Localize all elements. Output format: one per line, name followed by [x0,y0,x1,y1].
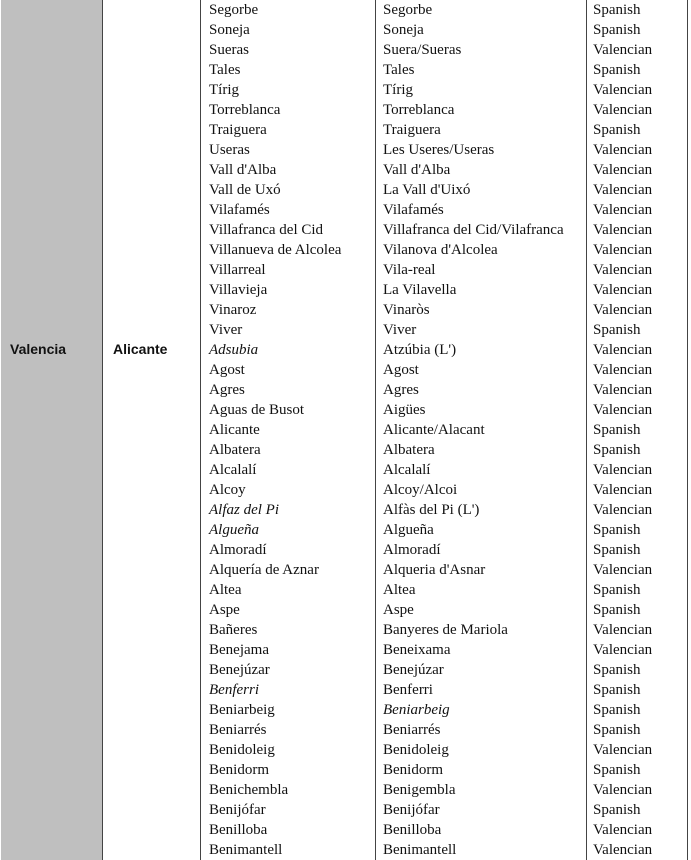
spanish-name-cell: Villavieja [209,282,268,298]
spanish-name-cell: Aspe [209,602,240,618]
table-row [0,740,691,760]
language-cell: Valencian [593,202,653,218]
table-row [0,840,691,860]
table-row [0,540,691,560]
local-name-cell: Benejúzar [383,662,444,678]
table-row [0,80,691,100]
spanish-name-cell: Traiguera [209,122,267,138]
local-name-cell: Benferri [383,682,433,698]
table-row [0,140,691,160]
local-name-cell: Vila-real [383,262,436,278]
spanish-name-cell: Albatera [209,442,261,458]
language-cell: Spanish [593,602,641,618]
language-cell: Valencian [593,822,653,838]
language-cell: Valencian [593,622,653,638]
local-name-cell: Benidoleig [383,742,449,758]
table-row [0,480,691,500]
language-cell: Valencian [593,142,653,158]
spanish-name-cell: Alcoy [209,482,246,498]
local-name-cell: Tírig [383,82,413,98]
local-name-cell: La Vilavella [383,282,457,298]
spanish-name-cell: Vinaroz [209,302,257,318]
table-row [0,160,691,180]
spanish-name-cell: Benidorm [209,762,269,778]
spanish-name-cell: Tírig [209,82,239,98]
language-cell: Valencian [593,642,653,658]
language-cell: Valencian [593,222,653,238]
table-row [0,0,691,20]
table-row [0,500,691,520]
spanish-name-cell: Beniarbeig [209,702,275,718]
spanish-name-cell: Sueras [209,42,249,58]
table-row [0,260,691,280]
local-name-cell: Torreblanca [383,102,455,118]
language-cell: Valencian [593,402,653,418]
spanish-name-cell: Benejúzar [209,662,270,678]
local-name-cell: Beniarrés [383,722,441,738]
local-name-cell: Banyeres de Mariola [383,622,508,638]
language-cell: Valencian [593,42,653,58]
province-cell: Alicante [113,341,168,357]
spanish-name-cell: Benijófar [209,802,266,818]
region-cell: Valencia [10,341,67,357]
local-name-cell: Vilanova d'Alcolea [383,242,498,258]
table-row [0,20,691,40]
local-name-cell: Segorbe [383,2,433,18]
spanish-name-cell: Villanueva de Alcolea [209,242,342,258]
local-name-cell: Benijófar [383,802,440,818]
local-name-cell: Benigembla [383,782,456,798]
table-row [0,460,691,480]
spanish-name-cell: Bañeres [209,622,258,638]
table-row [0,220,691,240]
spanish-name-cell: Useras [209,142,250,158]
local-name-cell: Albatera [383,442,435,458]
language-cell: Spanish [593,582,641,598]
local-name-cell: Les Useres/Useras [383,142,495,158]
table-row [0,180,691,200]
table-row [0,60,691,80]
language-cell: Spanish [593,322,641,338]
table-row [0,780,691,800]
spanish-name-cell: Torreblanca [209,102,281,118]
local-name-cell: Algueña [383,522,434,538]
local-name-cell: Vilafamés [383,202,444,218]
language-cell: Spanish [593,122,641,138]
spanish-name-cell: Algueña [209,522,259,538]
language-cell: Valencian [593,742,653,758]
table-row [0,340,691,360]
spanish-name-cell: Benidoleig [209,742,275,758]
table-row [0,300,691,320]
language-cell: Valencian [593,82,653,98]
spanish-name-cell: Villarreal [209,262,266,278]
table-row [0,800,691,820]
local-name-cell: Viver [383,322,417,338]
table-row [0,680,691,700]
table-row [0,600,691,620]
local-name-cell: Benilloba [383,822,442,838]
spanish-name-cell: Alicante [209,422,260,438]
local-name-cell: Aspe [383,602,414,618]
table-row [0,40,691,60]
local-name-cell: Benidorm [383,762,443,778]
language-cell: Spanish [593,2,641,18]
local-name-cell: Alcalalí [383,462,431,478]
local-name-cell: Vinaròs [383,302,430,318]
table-row [0,700,691,720]
language-cell: Spanish [593,62,641,78]
spanish-name-cell: Benferri [209,682,259,698]
table-row [0,380,691,400]
local-name-cell: Agres [383,382,419,398]
local-name-cell: Agost [383,362,419,378]
language-cell: Spanish [593,702,641,718]
local-name-cell: Beneixama [383,642,451,658]
language-cell: Valencian [593,362,653,378]
local-name-cell: La Vall d'Uixó [383,182,471,198]
language-cell: Valencian [593,342,653,358]
local-name-cell: Alqueria d'Asnar [383,562,486,578]
local-name-cell: Villafranca del Cid/Vilafranca [383,222,564,238]
table-row [0,720,691,740]
spanish-name-cell: Alcalalí [209,462,257,478]
spanish-name-cell: Segorbe [209,2,259,18]
table-row [0,820,691,840]
table-row [0,580,691,600]
spanish-name-cell: Agost [209,362,245,378]
table-row [0,440,691,460]
table-row [0,520,691,540]
language-cell: Valencian [593,482,653,498]
language-cell: Spanish [593,422,641,438]
spanish-name-cell: Tales [209,62,241,78]
local-name-cell: Alcoy/Alcoi [383,482,458,498]
spanish-name-cell: Adsubia [209,342,259,358]
spanish-name-cell: Villafranca del Cid [209,222,324,238]
language-cell: Spanish [593,22,641,38]
language-cell: Valencian [593,102,653,118]
table-row [0,760,691,780]
language-cell: Valencian [593,842,653,858]
local-name-cell: Tales [383,62,415,78]
language-cell: Spanish [593,442,641,458]
language-cell: Spanish [593,762,641,778]
spanish-name-cell: Altea [209,582,242,598]
language-cell: Valencian [593,382,653,398]
spanish-name-cell: Vall d'Alba [209,162,277,178]
local-name-cell: Altea [383,582,416,598]
language-cell: Spanish [593,802,641,818]
language-cell: Spanish [593,722,641,738]
language-cell: Spanish [593,662,641,678]
local-name-cell: Benimantell [383,842,457,858]
table-row [0,420,691,440]
table-row [0,620,691,640]
table-row [0,120,691,140]
spanish-name-cell: Benejama [209,642,269,658]
local-name-cell: Aigües [383,402,426,418]
language-cell: Valencian [593,782,653,798]
language-cell: Valencian [593,282,653,298]
spanish-name-cell: Benichembla [209,782,289,798]
spanish-name-cell: Agres [209,382,245,398]
language-cell: Spanish [593,542,641,558]
table-row [0,100,691,120]
table-row [0,320,691,340]
language-cell: Spanish [593,682,641,698]
spanish-name-cell: Viver [209,322,243,338]
table-row [0,200,691,220]
local-name-cell: Vall d'Alba [383,162,451,178]
language-cell: Valencian [593,182,653,198]
local-name-cell: Soneja [383,22,424,38]
table-row [0,560,691,580]
table-row [0,240,691,260]
local-name-cell: Alicante/Alacant [383,422,485,438]
local-name-cell: Almoradí [383,542,441,558]
language-cell: Valencian [593,562,653,578]
language-cell: Valencian [593,262,653,278]
spanish-name-cell: Alfaz del Pi [209,502,279,518]
table-row [0,660,691,680]
local-name-cell: Suera/Sueras [383,42,462,58]
spanish-name-cell: Benilloba [209,822,268,838]
spanish-name-cell: Alquería de Aznar [209,562,319,578]
language-cell: Valencian [593,162,653,178]
language-cell: Valencian [593,302,653,318]
spanish-name-cell: Benimantell [209,842,283,858]
table-row [0,400,691,420]
table-row [0,640,691,660]
table-row [0,360,691,380]
language-cell: Valencian [593,502,653,518]
spanish-name-cell: Aguas de Busot [209,402,304,418]
local-name-cell: Traiguera [383,122,441,138]
spanish-name-cell: Vall de Uxó [209,182,281,198]
spanish-name-cell: Beniarrés [209,722,267,738]
language-cell: Valencian [593,242,653,258]
table-row [0,280,691,300]
language-cell: Valencian [593,462,653,478]
local-name-cell: Beniarbeig [383,702,450,718]
spanish-name-cell: Vilafamés [209,202,270,218]
spanish-name-cell: Almoradí [209,542,267,558]
local-name-cell: Atzúbia (L') [383,342,457,358]
local-name-cell: Alfàs del Pi (L') [383,502,480,518]
language-cell: Spanish [593,522,641,538]
spanish-name-cell: Soneja [209,22,250,38]
